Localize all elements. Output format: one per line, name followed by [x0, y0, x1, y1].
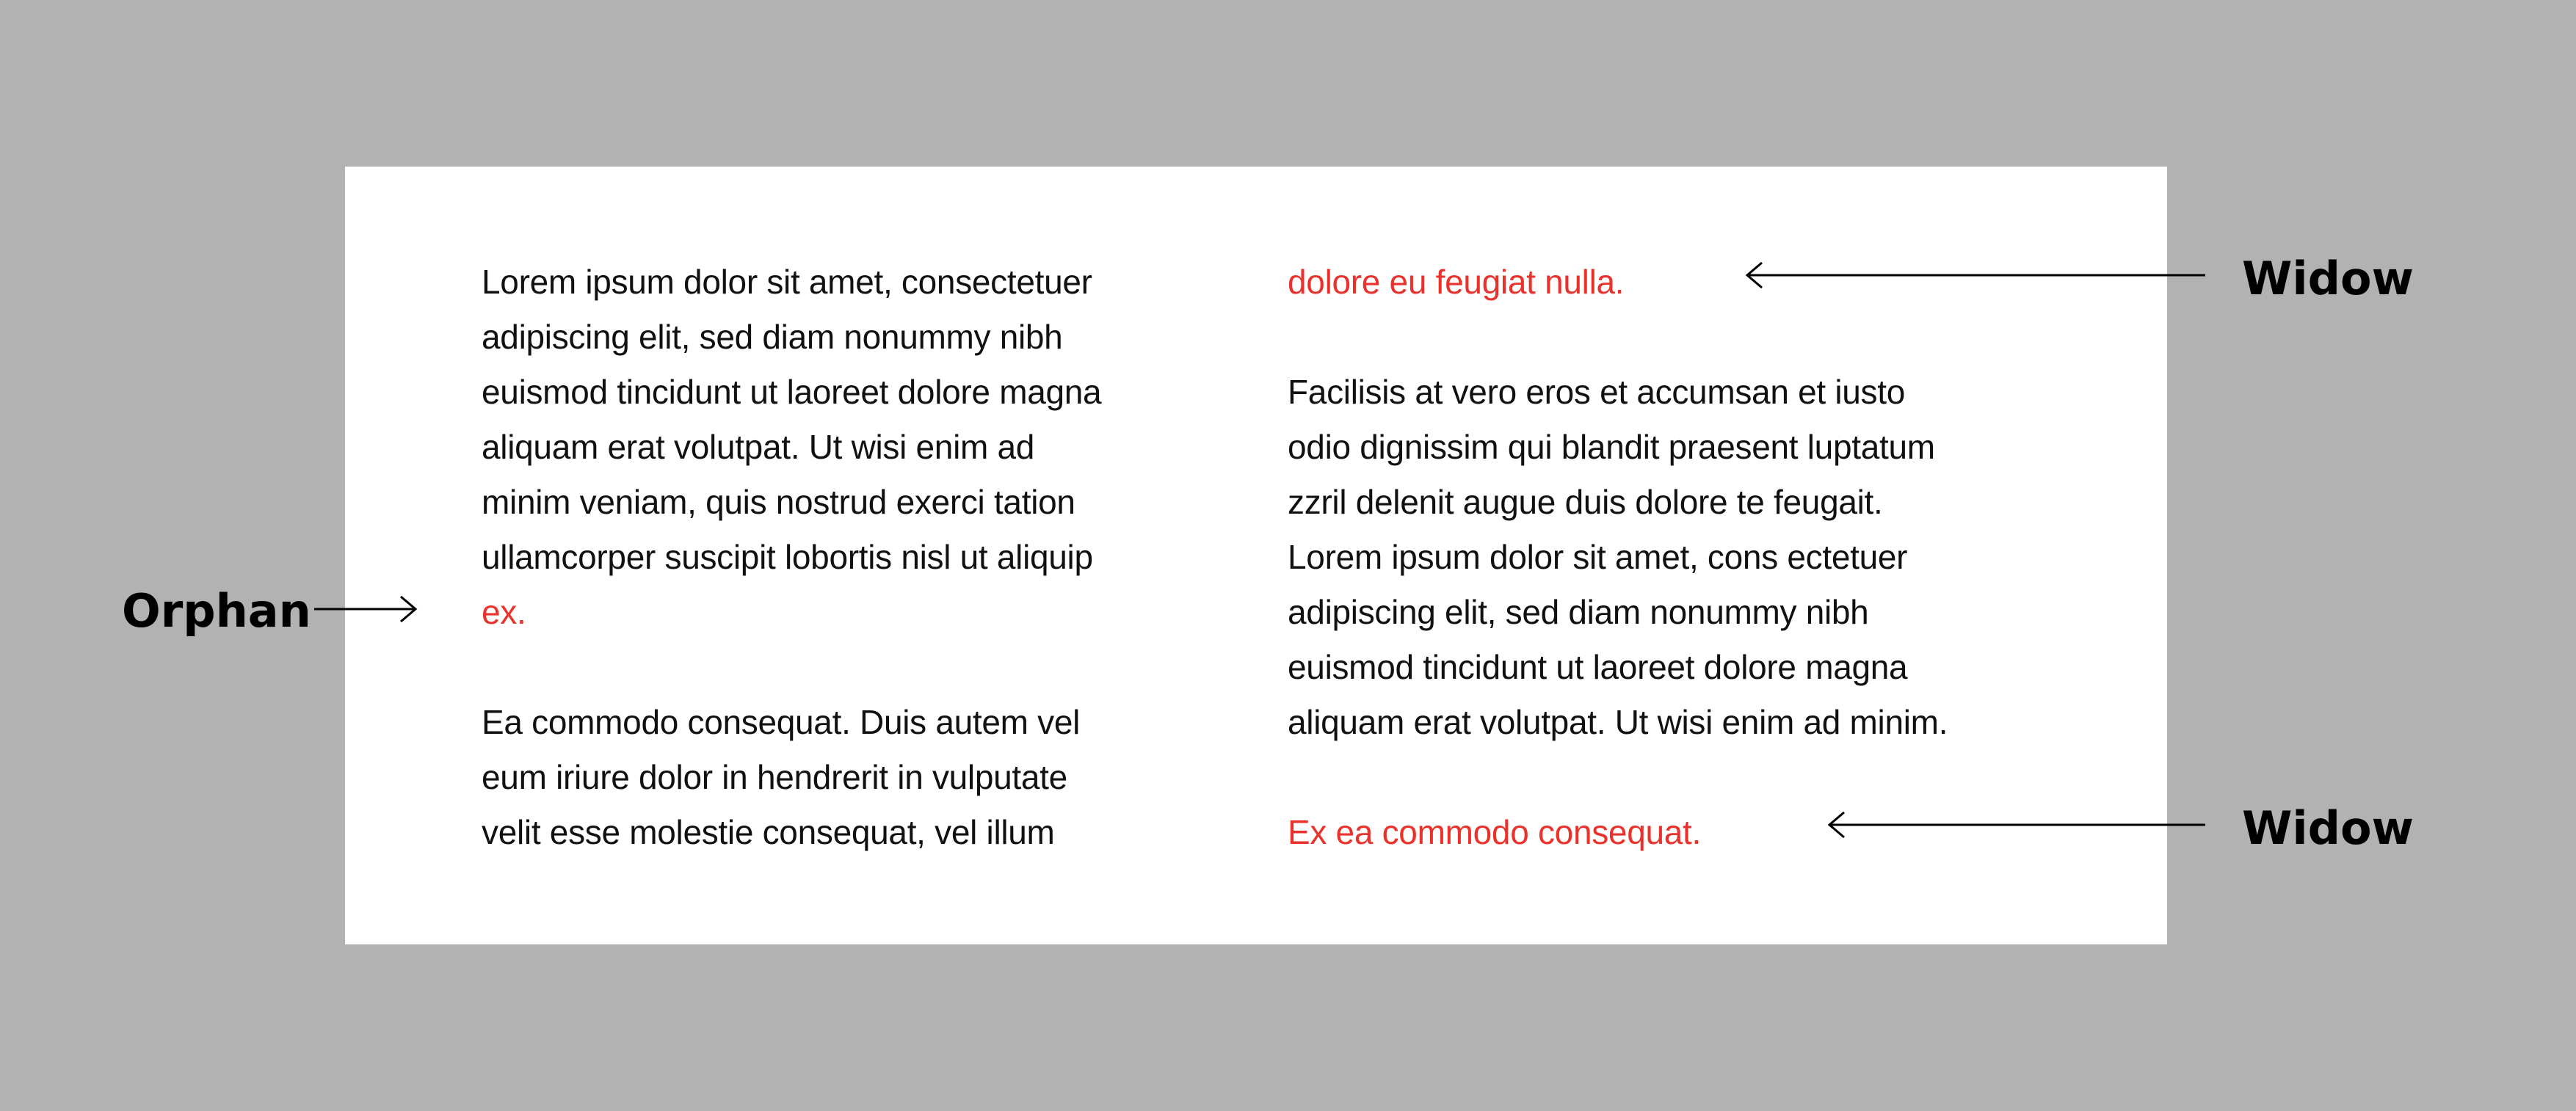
paragraph [482, 255, 1260, 640]
text-line: aliquam erat volutpat. Ut wisi enim ad [482, 428, 1035, 466]
text-line: adipiscing elit, sed diam nonummy nibh [482, 318, 1063, 356]
text-line: Ea commodo consequat. Duis autem vel [482, 703, 1081, 741]
text-page [345, 167, 2167, 944]
paragraph [1288, 255, 2066, 310]
paragraph [482, 695, 1260, 860]
text-line: Lorem ipsum dolor sit amet, consectetuer [482, 263, 1092, 301]
text-line: Facilisis at vero eros et accumsan et iusto [1288, 373, 1905, 411]
text-line: adipiscing elit, sed diam nonummy nibh [1288, 593, 1869, 631]
text-line: euismod tincidunt ut laoreet dolore magna [1288, 648, 1908, 686]
right-column [1288, 255, 2066, 860]
widow-label-bottom: Widow [2242, 801, 2414, 855]
text-line: velit esse molestie consequat, vel illum [482, 813, 1055, 851]
text-line: euismod tincidunt ut laoreet dolore magna [482, 373, 1102, 411]
highlighted-line: Ex ea commodo consequat. [1288, 813, 1702, 851]
text-line: ullamcorper suscipit lobortis nisl ut aliquip [482, 538, 1093, 576]
highlighted-line: dolore eu feugiat nulla. [1288, 263, 1625, 301]
text-line: zzril delenit augue duis dolore te feugait. [1288, 483, 1883, 521]
paragraph [1288, 805, 2066, 860]
text-line: minim veniam, quis nostrud exerci tation [482, 483, 1075, 521]
text-line: eum iriure dolor in hendrerit in vulputate [482, 758, 1067, 796]
text-line: Lorem ipsum dolor sit amet, cons ectetuer [1288, 538, 1908, 576]
orphan-label: Orphan [122, 584, 311, 638]
widow-label-top: Widow [2242, 252, 2414, 305]
text-line: odio dignissim qui blandit praesent luptatum [1288, 428, 1935, 466]
text-line: aliquam erat volutpat. Ut wisi enim ad minim. [1288, 703, 1948, 741]
paragraph [1288, 365, 2066, 750]
left-column [482, 255, 1260, 860]
highlighted-line: ex. [482, 593, 526, 631]
